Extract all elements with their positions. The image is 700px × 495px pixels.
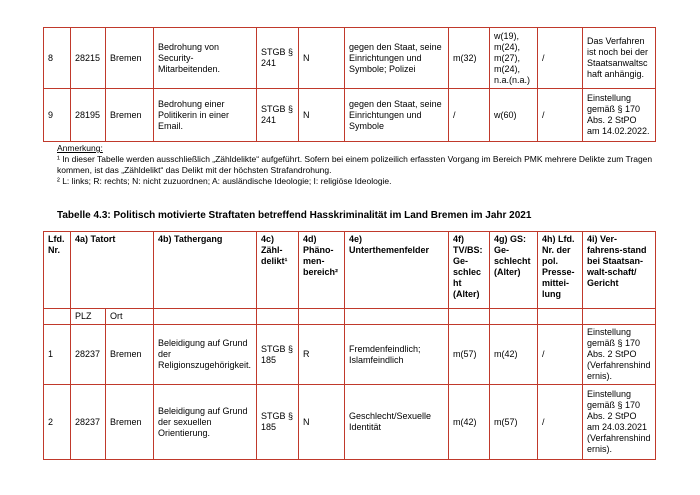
cell-tathergang: Beleidigung auf Grund der sexuellen Orientierung. — [154, 385, 257, 460]
cell-stand: Einstellung gemäß § 170 Abs. 2 StPO am 14.02.2022. — [583, 89, 656, 142]
table-caption: Tabelle 4.3: Politisch motivierte Straftaten betreffend Hasskriminalität im Land Bremen im Jahr 2021 — [57, 210, 532, 221]
cell-tathergang: Bedrohung von Security-Mitarbeitenden. — [154, 28, 257, 89]
cell-nr: 1 — [44, 325, 71, 385]
cell-ort: Bremen — [106, 89, 154, 142]
header-lfd: 4h) Lfd. Nr. der pol. Presse-mittei-lung — [538, 232, 583, 309]
subheader-empty — [44, 309, 71, 325]
header-themen: 4e) Unterthemenfelder — [345, 232, 449, 309]
table-row — [44, 385, 656, 460]
subheader-row — [44, 309, 656, 325]
cell-lfd: / — [538, 325, 583, 385]
cell-themen: gegen den Staat, seine Einrichtungen und Symbole; Polizei — [345, 28, 449, 89]
header-bereich: 4d) Phäno-men-bereich² — [299, 232, 345, 309]
cell-tv: m(32) — [449, 28, 490, 89]
cell-delikt: STGB § 241 — [257, 28, 299, 89]
hate-crime-table — [43, 231, 656, 460]
footnote-1: ¹ In dieser Tabelle werden ausschließlich „Zähldelikte“ aufgeführt. Sofern bei einem polizeilich erfassten Vorgang im Bereich PMK mehrere Delikte zum Tragen kommen, ist das „Zähldelikt“ das Delikt mit der höchsten Strafandrohung. — [57, 154, 653, 175]
cell-delikt: STGB § 241 — [257, 89, 299, 142]
cell-tv: m(42) — [449, 385, 490, 460]
table-row — [44, 89, 656, 142]
cell-delikt: STGB § 185 — [257, 325, 299, 385]
footnotes-heading: Anmerkung: — [57, 143, 103, 153]
table-row — [44, 28, 656, 89]
header-tatort: 4a) Tatort — [71, 232, 154, 309]
cell-plz: 28215 — [71, 28, 106, 89]
cell-ort: Bremen — [106, 325, 154, 385]
header-delikt: 4c) Zähl-delikt¹ — [257, 232, 299, 309]
cell-themen: Geschlecht/Sexuelle Identität — [345, 385, 449, 460]
table-row — [44, 325, 656, 385]
cell-themen: gegen den Staat, seine Einrichtungen und Symbole — [345, 89, 449, 142]
header-stand: 4i) Ver-fahrens-stand bei Staatsan-walt-schaft/ Gericht — [583, 232, 656, 309]
cell-bereich: R — [299, 325, 345, 385]
cell-stand: Das Verfahren ist noch bei der Staatsanwaltschaft anhängig. — [583, 28, 656, 89]
header-tv: 4f) TV/BS: Ge-schlecht (Alter) — [449, 232, 490, 309]
header-row — [44, 232, 656, 309]
cell-nr: 9 — [44, 89, 71, 142]
cell-lfd: / — [538, 89, 583, 142]
cell-plz: 28237 — [71, 385, 106, 460]
cell-tv: / — [449, 89, 490, 142]
cell-nr: 8 — [44, 28, 71, 89]
cell-stand: Einstellung gemäß § 170 Abs. 2 StPO (Verfahrenshindernis). — [583, 325, 656, 385]
cell-plz: 28195 — [71, 89, 106, 142]
header-gs: 4g) GS: Ge-schlecht (Alter) — [490, 232, 538, 309]
header-nr: Lfd. Nr. — [44, 232, 71, 309]
cell-tv: m(57) — [449, 325, 490, 385]
header-tathergang: 4b) Tathergang — [154, 232, 257, 309]
cell-themen: Fremdenfeindlich; Islamfeindlich — [345, 325, 449, 385]
cell-gs: w(19), m(24), m(27), m(24), n.a.(n.a.) — [490, 28, 538, 89]
cell-ort: Bremen — [106, 28, 154, 89]
cell-bereich: N — [299, 89, 345, 142]
cell-delikt: STGB § 185 — [257, 385, 299, 460]
subheader-plz: PLZ — [71, 309, 106, 325]
cell-gs: m(42) — [490, 325, 538, 385]
cell-lfd: / — [538, 385, 583, 460]
cell-tathergang: Beleidigung auf Grund der Religionszugehörigkeit. — [154, 325, 257, 385]
table-continued — [43, 27, 656, 142]
cell-bereich: N — [299, 28, 345, 89]
cell-stand: Einstellung gemäß § 170 Abs. 2 StPO am 24.03.2021 (Verfahrenshindernis). — [583, 385, 656, 460]
cell-bereich: N — [299, 385, 345, 460]
cell-tathergang: Bedrohung einer Politikerin in einer Email. — [154, 89, 257, 142]
footnote-2: ² L: links; R: rechts; N: nicht zuzuordnen; A: ausländische Ideologie; I: religiöse Ideologie. — [57, 176, 392, 186]
footnotes — [57, 143, 667, 187]
cell-plz: 28237 — [71, 325, 106, 385]
cell-gs: w(60) — [490, 89, 538, 142]
cell-gs: m(57) — [490, 385, 538, 460]
cell-nr: 2 — [44, 385, 71, 460]
cell-ort: Bremen — [106, 385, 154, 460]
cell-lfd: / — [538, 28, 583, 89]
subheader-ort: Ort — [106, 309, 154, 325]
